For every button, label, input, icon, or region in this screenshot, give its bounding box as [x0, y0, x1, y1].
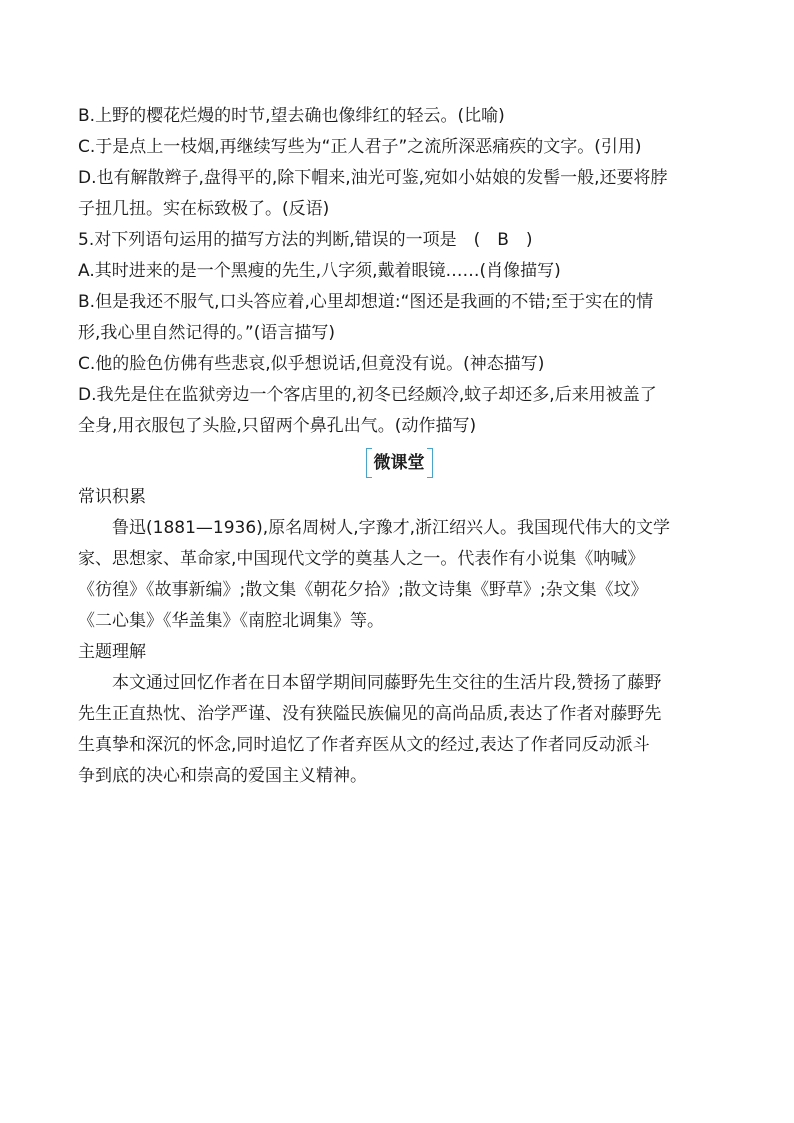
knowledge-line-4: 《二心集》《华盖集》《南腔北调集》等。	[78, 611, 384, 631]
knowledge-line-3: 《彷徨》《故事新编》;散文集《朝花夕拾》;散文诗集《野草》;杂文集《坟》	[78, 580, 648, 600]
knowledge-line-2: 家、思想家、革命家,中国现代文学的奠基人之一。代表作有小说集《呐喊》	[78, 549, 645, 569]
micro-class-header	[78, 445, 720, 481]
question-4-options	[78, 101, 720, 225]
theme-line-4: 争到底的决心和崇高的爱国主义精神。	[78, 766, 367, 786]
theme-heading: 主题理解	[78, 642, 146, 662]
knowledge-section	[78, 482, 720, 637]
question-5	[78, 225, 720, 442]
q4-option-c: C.于是点上一枝烟,再继续写些为“正人君子”之流所深恶痛疾的文字。(引用)	[78, 137, 642, 157]
page-content	[78, 101, 720, 792]
q4-option-d-line-1: D.也有解散辫子,盘得平的,除下帽来,油光可鉴,宛如小姑娘的发髻一般,还要将脖	[78, 168, 668, 188]
theme-line-3: 生真挚和深沉的怀念,同时追忆了作者弃医从文的经过,表达了作者同反动派斗	[78, 735, 650, 755]
theme-line-2: 先生正直热忱、治学严谨、没有狭隘民族偏见的高尚品质,表达了作者对藤野先	[78, 704, 662, 724]
knowledge-heading: 常识积累	[78, 487, 146, 507]
theme-line-1: 本文通过回忆作者在日本留学期间同藤野先生交往的生活片段,赞扬了藤野	[112, 673, 662, 693]
theme-section	[78, 637, 720, 792]
q5-option-d-line-2: 全身,用衣服包了头脸,只留两个鼻孔出气。(动作描写)	[78, 416, 477, 436]
micro-class-title: 微课堂	[366, 450, 433, 476]
q5-option-a: A.其时进来的是一个黑瘦的先生,八字须,戴着眼镜……(肖像描写)	[78, 261, 561, 281]
q4-option-d-line-2: 子扭几扭。实在标致极了。(反语)	[78, 199, 330, 219]
q4-option-b: B.上野的樱花烂熳的时节,望去确也像绯红的轻云。(比喻)	[78, 106, 505, 126]
knowledge-line-1: 鲁迅(1881—1936),原名周树人,字豫才,浙江绍兴人。我国现代伟大的文学	[112, 518, 671, 538]
q5-option-c: C.他的脸色仿佛有些悲哀,似乎想说话,但竟没有说。(神态描写)	[78, 354, 545, 374]
q5-option-b-line-2: 形,我心里自然记得的。”(语言描写)	[78, 323, 335, 343]
q5-stem: 5.对下列语句运用的描写方法的判断,错误的一项是 ( B )	[78, 230, 533, 250]
q5-option-b-line-1: B.但是我还不服气,口头答应着,心里却想道:“图还是我画的不错;至于实在的情	[78, 292, 654, 312]
q5-option-d-line-1: D.我先是住在监狱旁边一个客店里的,初冬已经颇冷,蚊子却还多,后来用被盖了	[78, 385, 657, 405]
